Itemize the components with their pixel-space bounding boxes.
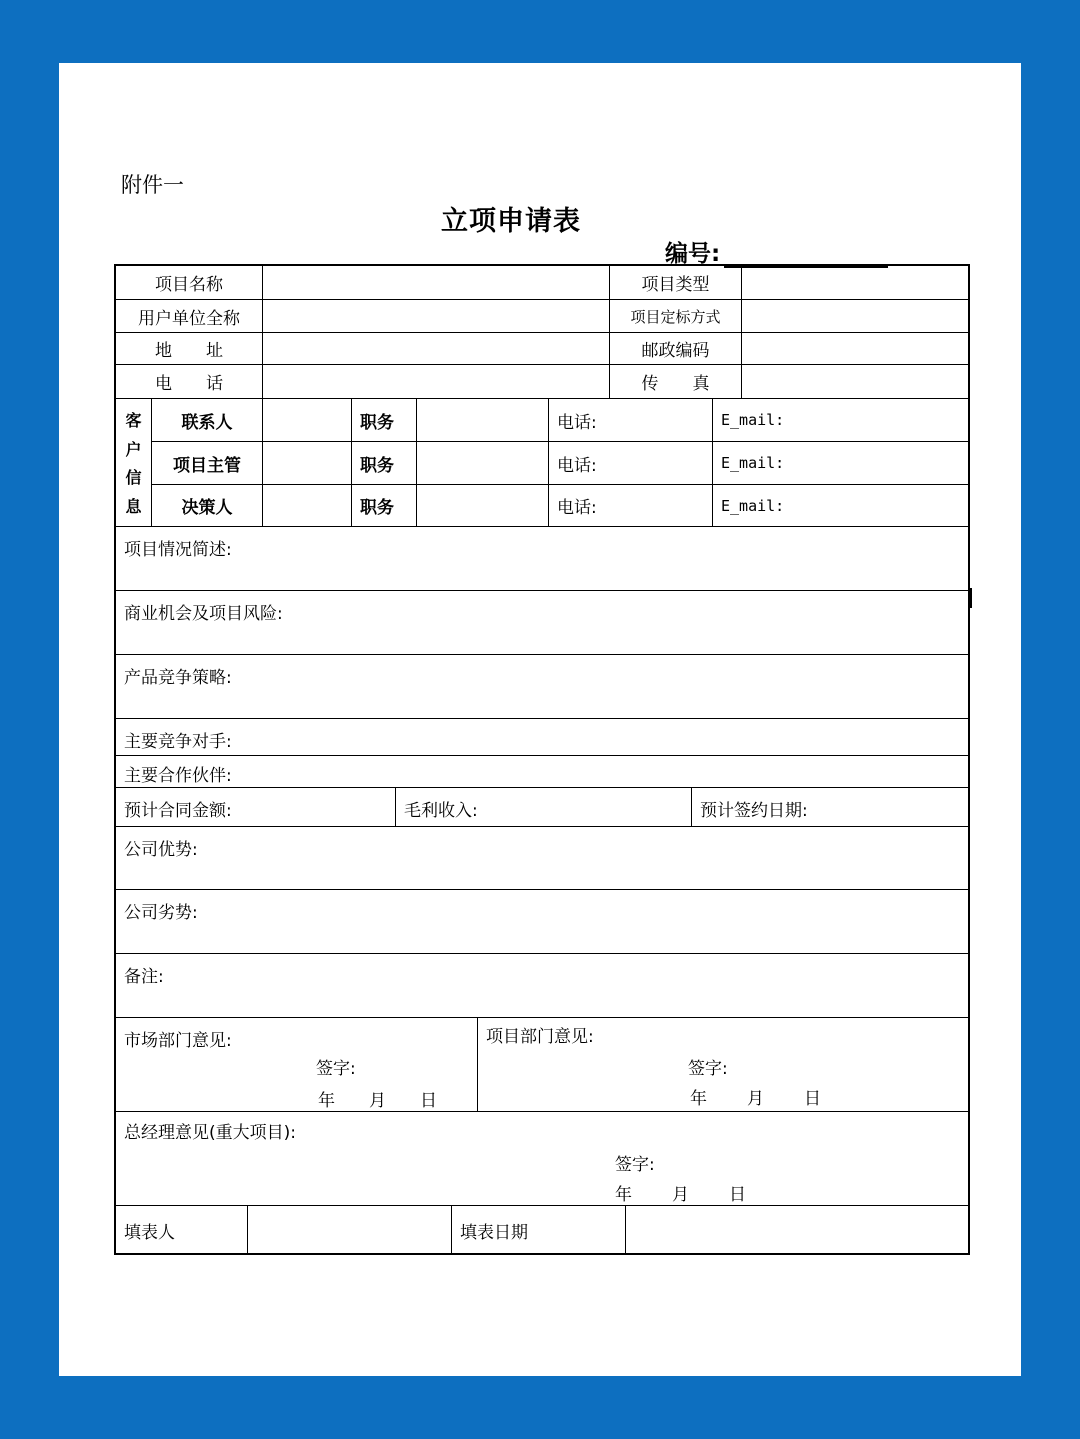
sign-date-field[interactable]: 预计签约日期: [692,788,970,827]
decision-maker-name-field[interactable] [263,485,352,527]
address-label: 地 址 [116,333,263,365]
bid-method-label: 项目定标方式 [610,300,742,333]
decision-maker-position-field[interactable] [417,485,549,527]
market-dept-label: 市场部门意见: [124,1031,232,1051]
phone-field[interactable] [263,365,610,399]
contact-role-label: 联系人 [152,399,263,442]
application-form-table [114,264,970,1255]
filler-label: 填表人 [116,1206,248,1255]
contact-position-field[interactable] [417,399,549,442]
advantages-field[interactable]: 公司优势: [116,827,970,890]
filler-field[interactable] [248,1206,452,1255]
form-page [59,63,1021,1376]
fill-date-field[interactable] [626,1206,970,1255]
project-name-field[interactable] [263,266,610,300]
serial-label: 编号: [665,241,721,267]
postcode-label: 邮政编码 [610,333,742,365]
market-dept-opinion-field[interactable] [116,1018,478,1112]
gm-opinion-label: 总经理意见(重大项目): [124,1123,296,1143]
address-field[interactable] [263,333,610,365]
project-type-field[interactable] [742,266,970,300]
main-partners-field[interactable]: 主要合作伙伴: [116,756,970,788]
decision-maker-email-field[interactable]: E_mail: [713,485,970,527]
project-overview-field[interactable]: 项目情况简述: [116,527,970,591]
decision-maker-role-label: 决策人 [152,485,263,527]
project-name-label: 项目名称 [116,266,263,300]
gm-opinion-field[interactable] [116,1112,970,1206]
competition-strategy-field[interactable]: 产品竞争策略: [116,655,970,719]
customer-unit-field[interactable] [263,300,610,333]
project-dept-signature-label: 签字: [688,1059,728,1079]
remarks-field[interactable]: 备注: [116,954,970,1018]
project-dept-date: 年 月 日 [690,1089,821,1109]
gross-profit-field[interactable]: 毛利收入: [396,788,692,827]
decision-maker-tel-field[interactable]: 电话: [549,485,713,527]
customer-unit-label: 用户单位全称 [116,300,263,333]
fill-date-label: 填表日期 [452,1206,626,1255]
contact-email-field[interactable]: E_mail: [713,399,970,442]
project-manager-role-label: 项目主管 [152,442,263,485]
project-manager-name-field[interactable] [263,442,352,485]
border-artifact [968,588,972,608]
gm-signature-label: 签字: [615,1155,655,1175]
fax-field[interactable] [742,365,970,399]
project-dept-opinion-field[interactable] [478,1018,970,1112]
form-title: 立项申请表 [441,206,581,237]
contract-amount-field[interactable]: 预计合同金额: [116,788,396,827]
project-type-label: 项目类型 [610,266,742,300]
customer-info-group-label: 客 户 信 息 [116,399,152,527]
project-manager-position-label: 职务 [352,442,417,485]
project-manager-position-field[interactable] [417,442,549,485]
contact-tel-field[interactable]: 电话: [549,399,713,442]
disadvantages-field[interactable]: 公司劣势: [116,890,970,954]
project-dept-label: 项目部门意见: [486,1027,594,1047]
phone-label: 电 话 [116,365,263,399]
gm-date: 年 月 日 [615,1185,746,1205]
decision-maker-position-label: 职务 [352,485,417,527]
contact-name-field[interactable] [263,399,352,442]
project-manager-tel-field[interactable]: 电话: [549,442,713,485]
contact-position-label: 职务 [352,399,417,442]
postcode-field[interactable] [742,333,970,365]
market-dept-signature-label: 签字: [316,1059,356,1079]
main-competitors-field[interactable]: 主要竞争对手: [116,719,970,756]
market-dept-date: 年 月 日 [318,1091,437,1111]
opportunity-risk-field[interactable]: 商业机会及项目风险: [116,591,970,655]
bid-method-field[interactable] [742,300,970,333]
fax-label: 传 真 [610,365,742,399]
attachment-label: 附件一 [121,173,184,197]
project-manager-email-field[interactable]: E_mail: [713,442,970,485]
